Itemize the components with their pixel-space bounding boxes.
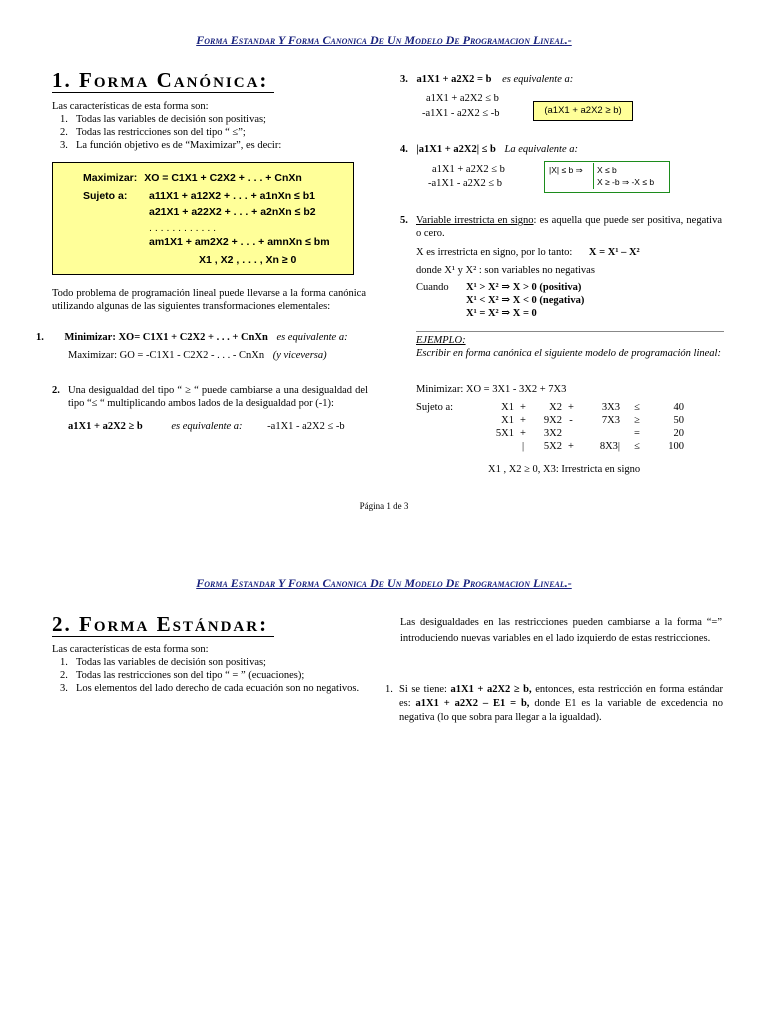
t5-case-positive: X¹ > X² ⇒ X > 0 (positiva) [466, 282, 582, 293]
transform-3 [400, 73, 573, 86]
list-number: 2. [60, 670, 68, 681]
example-subject-to: Sujeto a: [416, 402, 454, 413]
page-2-header: Forma Estandar Y Forma Canonica De Un Modelo De Programacion Lineal.- [196, 576, 572, 590]
transform-4-box [544, 161, 670, 193]
example-cell: + [520, 428, 526, 439]
transform-2-expr: a1X1 + a2X2 ≥ b [68, 421, 143, 432]
example-cell: + [520, 402, 526, 413]
example-cell: ≥ [634, 415, 640, 426]
example-cell: = [634, 428, 640, 439]
example-nonnegativity: X1 , X2 ≥ 0, X3: Irrestricta en signo [488, 464, 641, 475]
page-footer: Página 1 de 3 [359, 501, 409, 511]
constraint-row-m: am1X1 + am2X2 + . . . + amnXn ≤ bm [149, 236, 330, 248]
p1-list-item [52, 139, 372, 152]
canonical-model-box [52, 162, 354, 275]
list-number: 1. [60, 114, 68, 125]
subject-to-label: Sujeto a: [83, 190, 128, 202]
list-number: 3. [60, 140, 68, 151]
canonical-features [52, 100, 372, 152]
item1-ineq: a1X1 + a2X2 ≥ b, [450, 684, 532, 695]
viceversa-note: (y viceversa) [272, 350, 327, 361]
example-cell: 40 [673, 402, 684, 413]
abs-value-case-1: X ≤ b [597, 165, 617, 175]
standard-right-para: Las desigualdades en las restricciones pueden cambiarse a la forma “=” introduciendo nuevas variables en el lado izquierdo de estas restricciones. [400, 617, 722, 644]
transform-1-num: 1. [36, 332, 44, 343]
maximize-go-expr: Maximizar: GO = -C1X1 - C2X2 - . . . - CnXn [68, 350, 265, 361]
transform-2-expr-row [68, 420, 345, 433]
example-cell: + [568, 441, 574, 452]
example-cell: - [569, 415, 573, 426]
transform-5 [400, 214, 722, 240]
transform-4-expr: |a1X1 + a2X2| ≤ b [416, 144, 496, 155]
list-number: 1. [60, 657, 68, 668]
transform-3-box: (a1X1 + a2X2 ≥ b) [533, 101, 633, 121]
standard-features [52, 643, 382, 695]
transform-5-num: 5. [400, 215, 408, 226]
item1-eq: a1X1 + a2X2 – E1 = b, [415, 698, 530, 709]
example-cell [580, 427, 620, 440]
example-cell: 20 [673, 428, 684, 439]
list-number: 3. [60, 683, 68, 694]
abs-value-case-2: X ≥ -b ⇒ -X ≤ b [597, 177, 655, 187]
t5-case-zero: X¹ = X² ⇒ X = 0 [466, 308, 537, 319]
list-text: Todas las variables de decisión son positivas; [76, 114, 266, 125]
t5-case-negative: X¹ < X² ⇒ X < 0 (negativa) [466, 295, 585, 306]
transform-1-line2 [68, 349, 327, 362]
example-cell: X1 [501, 415, 514, 426]
item1-part-c: entonces, esta restricción en forma estándar es: [399, 684, 723, 709]
example-cell: 5X2 [543, 441, 562, 452]
minimize-label: Minimizar: [64, 332, 116, 343]
standard-item-1-num: 1. [385, 684, 393, 695]
transform-2-num: 2. [52, 385, 60, 396]
example-cell: ≤ [634, 402, 640, 413]
example-cell: 3X2 [543, 428, 562, 439]
example-cell: 50 [673, 415, 684, 426]
constraint-row-1: a11X1 + a12X2 + . . . + a1nXn ≤ b1 [149, 190, 315, 202]
minimize-expr: XO= C1X1 + C2X2 + . . . + CnXn [118, 332, 268, 343]
maximize-expr: XO = C1X1 + C2X2 + . . . + CnXn [144, 172, 302, 184]
transform-2-text: Una desigualdad del tipo “ ≥ “ puede cambiarse a una desigualdad del tipo “≤ “ multiplicando ambos lados de la desigualdad por (-1): [68, 385, 368, 409]
example-constraints [480, 401, 684, 453]
t5-cuando: Cuando [416, 282, 449, 293]
constraint-row-2: a21X1 + a22X2 + . . . + a2nXn ≤ b2 [149, 206, 316, 218]
transform-4 [400, 143, 578, 156]
equiv-text-2: es equivalente a: [171, 421, 243, 432]
equiv-text-4: La equivalente a: [504, 144, 578, 155]
intro-text-2: Las características de esta forma son: [52, 644, 209, 655]
example-constraint-row [480, 414, 684, 427]
t5-line2: donde X¹ y X² : son variables no negativas [416, 265, 595, 276]
example-cell: X2 [549, 402, 562, 413]
transform-2 [52, 384, 368, 410]
maximize-label: Maximizar: [83, 172, 138, 184]
unrestricted-def: : es aquella que puede ser positiva, negativa o cero. [416, 215, 722, 239]
example-divider [416, 331, 724, 332]
example-cell: + [568, 402, 574, 413]
example-cell: 5X1 [495, 428, 514, 439]
item1-part-e: donde E1 es la variable de excedencia no negativa (lo que sobra para llegar a la igualdad). [399, 698, 723, 723]
example-constraint-row [480, 427, 684, 440]
unrestricted-term: Variable irrestricta en signo [416, 215, 534, 226]
p1-list-item [52, 126, 372, 139]
example-cell: ≤ [634, 441, 640, 452]
example-label: EJEMPLO: [416, 335, 466, 346]
p2-list-item [52, 656, 382, 669]
section-1-title: 1. Forma Canónica: [52, 68, 274, 93]
example-cell: 3X3 [601, 402, 620, 413]
list-text: Los elementos del lado derecho de cada ecuación son no negativos. [76, 683, 360, 694]
list-text: Todas las restricciones son del tipo “ ≤”; [76, 127, 246, 138]
transform-3-num: 3. [400, 74, 408, 85]
abs-value-left: |X| ≤ b ⇒ [549, 165, 583, 175]
example-cell [562, 427, 580, 440]
example-cell: | [521, 441, 525, 452]
nonnegativity: X1 , X2 , . . . , Xn ≥ 0 [199, 254, 297, 266]
transform-1 [36, 331, 348, 344]
transform-4-num: 4. [400, 144, 408, 155]
p1-list-item [52, 113, 372, 126]
page-header: Forma Estandar Y Forma Canonica De Un Modelo De Programacion Lineal.- [196, 33, 572, 47]
example-cell: 8X3| [599, 441, 620, 452]
example-cell: X1 [501, 402, 514, 413]
list-text: La función objetivo es de “Maximizar”, es decir: [76, 140, 282, 151]
example-text: Escribir en forma canónica el siguiente modelo de programación lineal: [416, 348, 721, 359]
transform-intro: Todo problema de programación lineal puede llevarse a la forma canónica utilizando algunas de las siguientes transformaciones elementales: [52, 288, 366, 312]
transform-3-line2: -a1X1 - a2X2 ≤ -b [422, 108, 500, 119]
list-text: Todas las variables de decisión son positivas; [76, 657, 266, 668]
example-cell: 7X3 [601, 415, 620, 426]
transform-4-line2: -a1X1 - a2X2 ≤ b [428, 178, 502, 189]
item1-part-a: Si se tiene: [399, 684, 451, 695]
list-number: 2. [60, 127, 68, 138]
transform-2-result: -a1X1 - a2X2 ≤ -b [267, 421, 345, 432]
transform-4-line1: a1X1 + a2X2 ≤ b [432, 164, 505, 175]
standard-item-1 [385, 683, 723, 725]
t5-line1-text: X es irrestricta en signo, por lo tanto: [416, 247, 573, 258]
t5-line1 [416, 246, 640, 259]
list-text: Todas las restricciones son del tipo “ = ” (ecuaciones); [76, 670, 305, 681]
example-constraint-row [480, 440, 684, 453]
transform-3-line1: a1X1 + a2X2 ≤ b [426, 93, 499, 104]
example-objective: Minimizar: XO = 3X1 - 3X2 + 7X3 [416, 384, 567, 395]
example-constraint-row [480, 401, 684, 414]
example-cell [480, 440, 514, 453]
example-cell: 9X2 [543, 415, 562, 426]
transform-3-expr: a1X1 + a2X2 = b [416, 74, 492, 85]
t5-split-expr: X = X¹ – X² [588, 247, 640, 258]
equiv-text-3: es equivalente a: [502, 74, 574, 85]
constraint-dots: . . . . . . . . . . . . [149, 222, 217, 234]
example-cell: 100 [668, 441, 684, 452]
example-cell: + [520, 415, 526, 426]
section-2-title: 2. Forma Estándar: [52, 612, 274, 637]
equiv-text-1: es equivalente a: [276, 332, 348, 343]
intro-text: Las características de esta forma son: [52, 101, 209, 112]
p2-list-item [52, 682, 382, 695]
p2-list-item [52, 669, 382, 682]
